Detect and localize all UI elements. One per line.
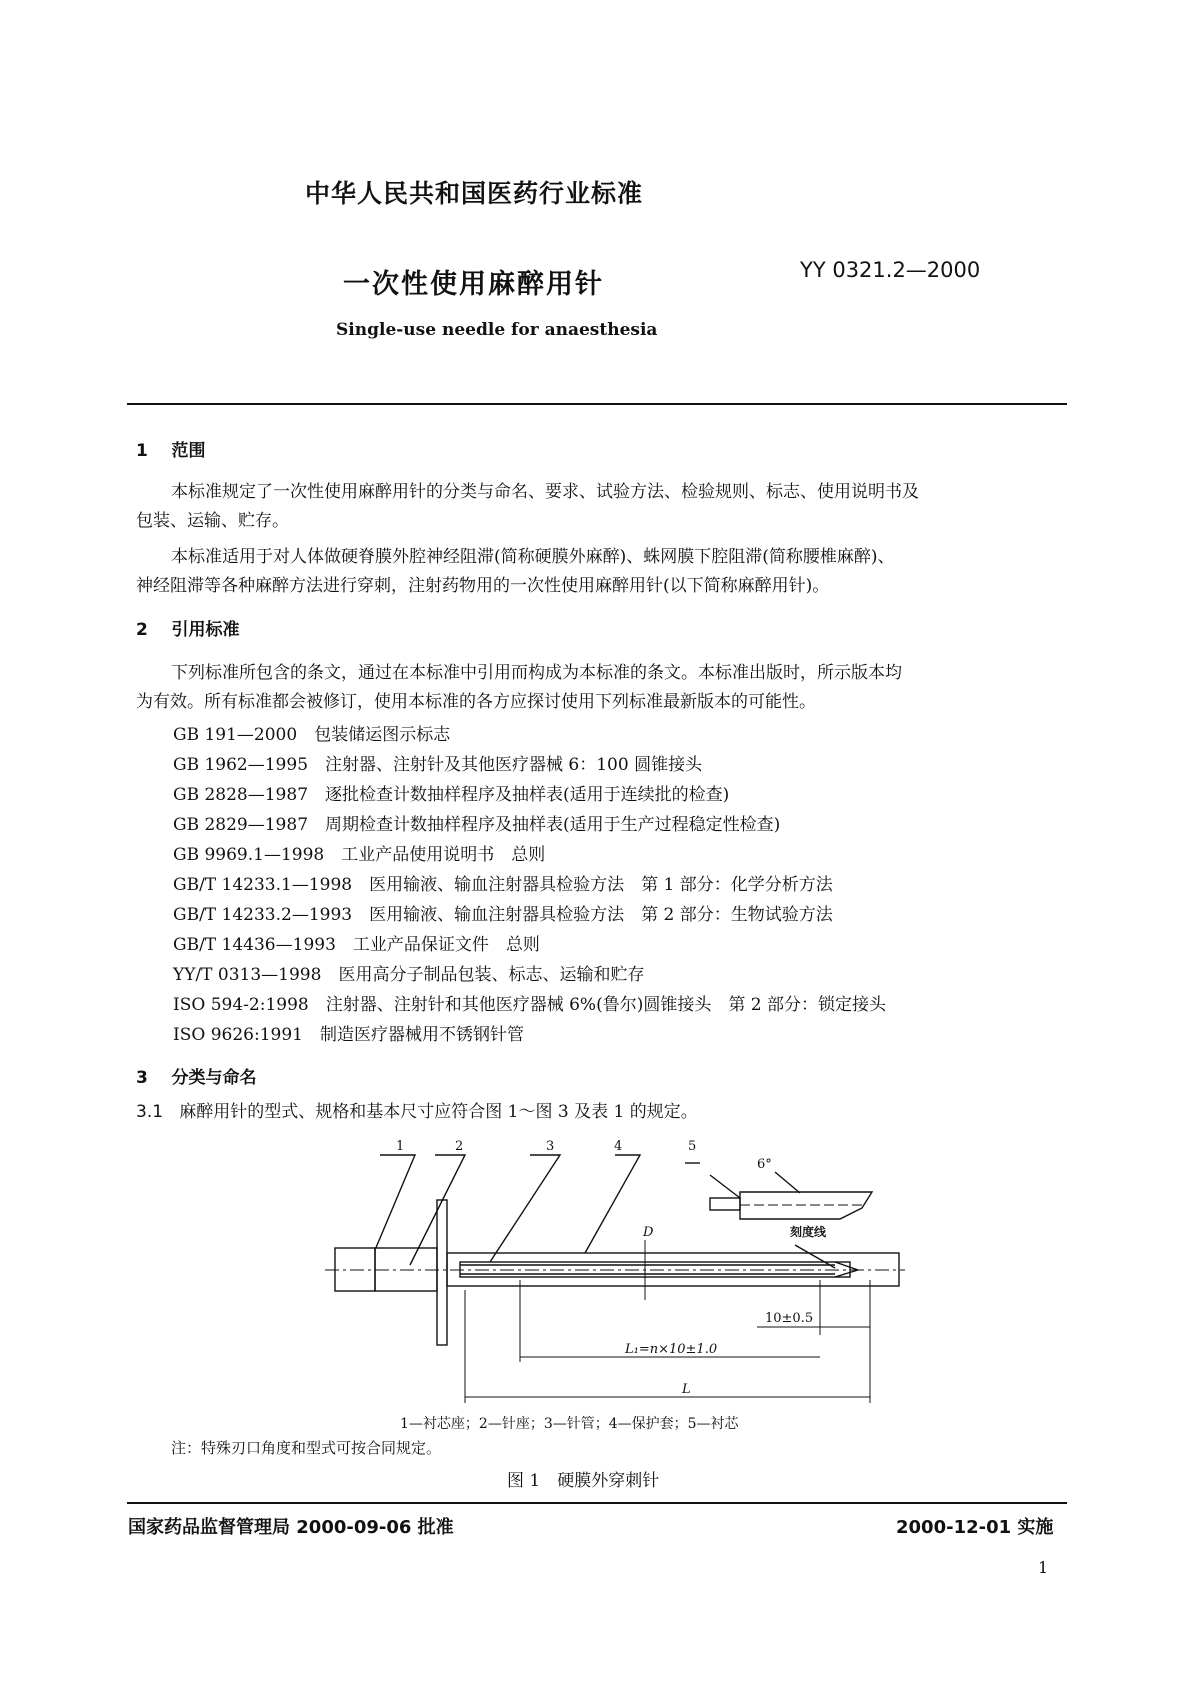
angle-label: 6° (757, 1157, 772, 1172)
doc-title: 一次性使用麻醉用针 (343, 269, 604, 300)
doc-title-en: Single-use needle for anaesthesia (336, 320, 658, 340)
section-3-1-num: 3.1 (136, 1102, 164, 1122)
section-3-title: 分类与命名 (171, 1068, 257, 1088)
leader-line (375, 1155, 415, 1250)
ref-item: GB 191—2000 包装储运图示标志 (173, 725, 451, 745)
ref-item: YY/T 0313—1998 医用高分子制品包装、标志、运输和贮存 (173, 965, 645, 985)
figure-label: 5 (688, 1139, 697, 1154)
ref-item: GB/T 14233.2—1993 医用输液、输血注射器具检验方法 第 2 部分：生物试验方法 (173, 905, 833, 925)
ref-item: GB/T 14233.1—1998 医用输液、输血注射器具检验方法 第 1 部分：化学分析方法 (173, 875, 833, 895)
dim-tip-label: 10±0.5 (765, 1311, 814, 1326)
section-2-heading (136, 615, 240, 640)
section-1-title: 范围 (171, 441, 206, 461)
figure-1-needle-drawing (320, 1128, 910, 1413)
ref-item: ISO 9626:1991 制造医疗器械用不锈钢针管 (173, 1025, 524, 1045)
ref-item: GB/T 14436—1993 工业产品保证文件 总则 (173, 935, 540, 955)
flange-shape (437, 1200, 447, 1345)
ref-item: ISO 594-2:1998 注射器、注射针和其他医疗器械 6%(鲁尔)圆锥接头 第 2 部分：锁定接头 (173, 995, 886, 1015)
section-1-para-1-line-2: 包装、运输、贮存。 (136, 511, 289, 531)
section-3-1 (136, 1098, 1070, 1127)
section-1-para-2-line-1: 本标准适用于对人体做硬脊膜外腔神经阻滞(简称硬膜外麻醉)、蛛网膜下腔阻滞(简称腰椎麻醉)、 (171, 547, 895, 567)
header-org: 中华人民共和国医药行业标准 (305, 179, 644, 208)
section-1-num: 1 (136, 441, 148, 461)
section-2-para-line-2: 为有效。所有标准都会被修订，使用本标准的各方应探讨使用下列标准最新版本的可能性。 (136, 692, 816, 712)
figure-label: 3 (546, 1139, 555, 1154)
ref-item: GB 1962—1995 注射器、注射针及其他医疗器械 6：100 圆锥接头 (173, 755, 703, 775)
section-2-title: 引用标准 (171, 620, 240, 640)
stylet-detail-shape (710, 1198, 740, 1210)
figure-legend: 1—衬芯座；2—针座；3—针管；4—保护套；5—衬芯 (400, 1416, 739, 1432)
leader-line (490, 1155, 560, 1262)
dim-l-label: L (682, 1382, 691, 1397)
d-label: D (643, 1225, 654, 1240)
section-3-num: 3 (136, 1068, 148, 1088)
section-2-num: 2 (136, 620, 148, 640)
figure-note: 注：特殊刃口角度和型式可按合同规定。 (171, 1439, 442, 1457)
section-2-para-line-1: 下列标准所包含的条文，通过在本标准中引用而构成为本标准的条文。本标准出版时，所示版本均 (171, 663, 902, 683)
section-1-heading (136, 436, 206, 461)
angle-line (775, 1172, 800, 1193)
bottom-rule (127, 1502, 1067, 1504)
page-number: 1 (1038, 1558, 1049, 1577)
section-1-para-2-line-2: 神经阻滞等各种麻醉方法进行穿刺，注射药物用的一次性使用麻醉用针(以下简称麻醉用针)。 (136, 576, 830, 596)
doc-code: YY 0321.2—2000 (800, 258, 981, 282)
section-3-heading (136, 1063, 257, 1088)
approval-line: 国家药品监督管理局 2000-09-06 批准 (128, 1517, 454, 1538)
ref-item: GB 2829—1987 周期检查计数抽样程序及抽样表(适用于生产过程稳定性检查) (173, 815, 781, 835)
leader-line (585, 1155, 640, 1253)
figure-label: 4 (614, 1139, 623, 1154)
section-1-para-1-line-1: 本标准规定了一次性使用麻醉用针的分类与命名、要求、试验方法、检验规则、标志、使用说明书及 (171, 482, 919, 502)
dim-l1-label: L₁=n×10±1.0 (625, 1342, 718, 1357)
figure-label: 1 (396, 1139, 405, 1154)
figure-label: 2 (455, 1139, 464, 1154)
section-3-1-text: 麻醉用针的型式、规格和基本尺寸应符合图 1～图 3 及表 1 的规定。 (179, 1102, 698, 1122)
scale-line-label: 刻度线 (790, 1225, 827, 1239)
implementation-date: 2000-12-01 实施 (896, 1517, 1054, 1538)
ref-item: GB 2828—1987 逐批检查计数抽样程序及抽样表(适用于连续批的检查) (173, 785, 730, 805)
ref-item: GB 9969.1—1998 工业产品使用说明书 总则 (173, 845, 546, 865)
leader-line (710, 1175, 740, 1198)
top-rule (127, 403, 1067, 405)
figure-caption: 图 1 硬膜外穿刺针 (507, 1471, 660, 1491)
